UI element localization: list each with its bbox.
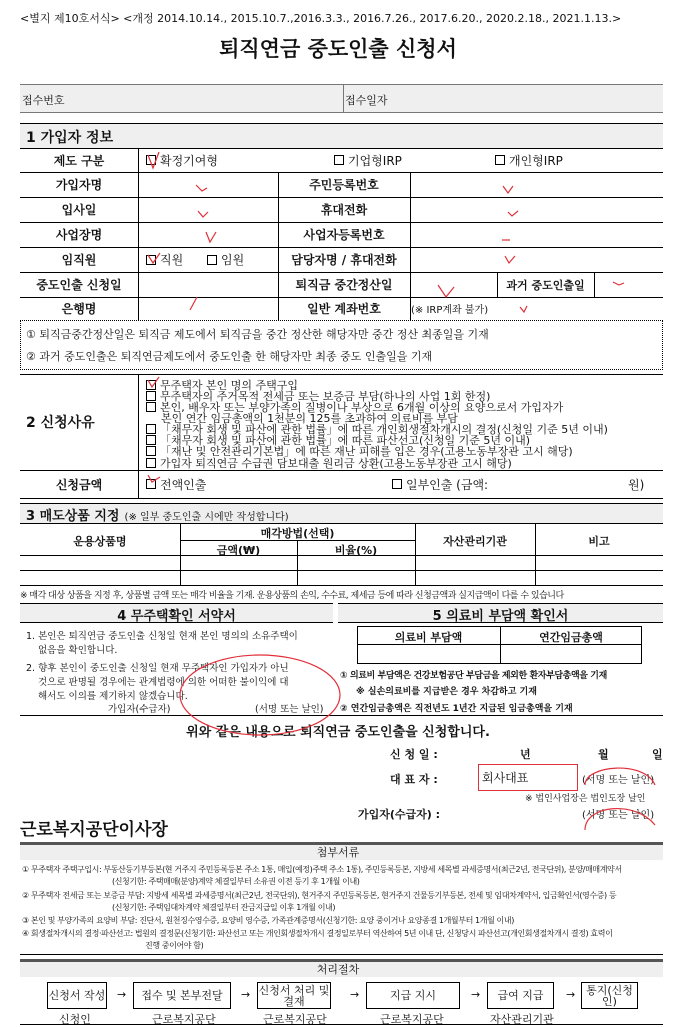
plan-corporate-irp-checkbox[interactable] bbox=[334, 148, 402, 172]
section3-footnote: ※ 매각 대상 상품을 지정 후, 상품별 금액 또는 매각 비율을 기재. 운용상품의 손익, 수수료, 제세금 등에 따라 신청금액과 실지급액이 다를 수 있습니다 bbox=[20, 591, 564, 601]
contact-label: 담당자명 / 휴대전화 bbox=[291, 253, 397, 267]
col-product: 운용상품명 bbox=[73, 535, 127, 548]
reason-3-continued: 본인 연간 임금총액의 1천분의 125를 초과하여 의료비를 부담 bbox=[161, 412, 458, 425]
section1-title: 1 가입자 정보 bbox=[26, 130, 114, 146]
medical-note-1b: ※ 실손의료비를 지급받은 경우 차감하고 기재 bbox=[356, 687, 537, 697]
col-method: 매각방법(선택) bbox=[260, 527, 335, 540]
account-note: (※ IRP계좌 불가) bbox=[411, 305, 489, 316]
form-number: <별지 제10호서식> <개정 2014.10.14., 2015.10.7.,2016.3.3., 2016.7.26., 2017.6.20., 2020.2.18., 2021.1.13.> bbox=[20, 12, 622, 25]
step-2: 접수 및 본부전달 bbox=[133, 982, 231, 1009]
mid-settlement-label: 퇴직금 중간정산일 bbox=[295, 278, 393, 292]
step-3-actor: 근로복지공단 bbox=[263, 1013, 327, 1026]
plan-personal-irp-checkbox[interactable] bbox=[495, 148, 563, 172]
plan-dc-checkbox[interactable] bbox=[146, 148, 218, 172]
arrow-icon: → bbox=[350, 988, 360, 1001]
step-4: 지급 지시 bbox=[366, 982, 460, 1009]
reason-6-checkbox[interactable]: 「재난 및 안전관리기본법」에 따른 재난 피해를 입은 경우(고용노동부장관 고시 해당) bbox=[146, 443, 573, 459]
section3-subtitle: (※ 일부 중도인출 시에만 작성합니다) bbox=[124, 512, 289, 523]
mobile-label: 휴대전화 bbox=[320, 203, 368, 217]
receipt-date-label: 접수일자 bbox=[345, 94, 388, 107]
col-note: 비고 bbox=[588, 535, 610, 548]
join-date-label: 입사일 bbox=[61, 203, 97, 217]
medical-note-1: ① 의료비 부담액은 건강보험공단 부담금을 제외한 환자부담총액을 기재 bbox=[340, 671, 607, 681]
medical-note-2: ② 연간임금총액은 직전년도 1년간 지급된 임금총액을 기재 bbox=[340, 704, 573, 714]
section4-title: 4 무주택확인 서약서 bbox=[117, 609, 236, 624]
employee-checkbox[interactable] bbox=[146, 247, 183, 272]
attachment-1: ① 무주택자 주택구입시: 부동산등기부등본(현 거주지 주민등록등본 주소 1통, 매입(예정)주택 주소 1통), 주민등록등본, 지방세 세목별 과세증명서(최근2년, 전국단위), 분양/매매계약서 bbox=[22, 865, 622, 874]
arrow-icon: → bbox=[117, 988, 127, 1001]
executive-label: 임원 bbox=[221, 253, 245, 267]
reason-1-checkbox[interactable]: 무주택자 본인 명의 주택구입 bbox=[146, 377, 298, 393]
workplace-label: 사업장명 bbox=[55, 228, 103, 242]
arrow-icon: → bbox=[471, 988, 481, 1001]
receipt-number-label: 접수번호 bbox=[22, 94, 65, 107]
note-1: ① 퇴직금중간정산일은 퇴직금 제도에서 퇴직금을 중간 정산한 해당자만 중간 정산 최종일을 기재 bbox=[26, 328, 489, 341]
plan-type-label: 제도 구분 bbox=[53, 153, 105, 168]
arrow-icon: → bbox=[241, 988, 251, 1001]
plan-corporate-irp-label: 기업형IRP bbox=[348, 153, 402, 168]
attachment-1-deadline: (신청기한: 주택매매(분양)계약 체결일부터 소유권 이전 등기 후 1개월 이내) bbox=[112, 877, 360, 886]
amount-label: 신청금액 bbox=[55, 477, 103, 492]
partial-withdraw-checkbox[interactable]: 일부인출 (금액: bbox=[392, 470, 488, 498]
biz-no-label: 사업자등록번호 bbox=[303, 228, 385, 242]
representative-field[interactable]: 회사대표 bbox=[478, 764, 578, 791]
attachment-2-deadline: (신청기한: 주택임대차계약 체결일부터 잔금지급일 이후 1개월 이내) bbox=[112, 903, 336, 912]
reason-3-checkbox[interactable]: 본인, 배우자 또는 부양가족의 질병이나 부상으로 6개월 이상의 요양으로서 가입자가 bbox=[146, 399, 563, 415]
section3-heading bbox=[26, 505, 289, 524]
attachment-4: ④ 회생절차개시의 결정·파산선고: 법원의 결정문(신청기한: 파산선고 또는 개인회생절차개시 결정일로부터 역산하여 5년 이내 단, 신청당시 파산선고(개인회생절차개시 결정) 효력이 bbox=[22, 929, 613, 938]
executive-checkbox[interactable] bbox=[207, 247, 244, 272]
attachment-3: ③ 본인 및 부양가족의 요양비 부담: 진단서, 원천징수영수증, 요양비 영수증, 가족관계증명서(신청기한: 요양 중이거나 요양종결 1개월부터 1개월 이내) bbox=[22, 916, 514, 925]
corp-note: ※ 법인사업장은 법인도장 날인 bbox=[525, 794, 646, 804]
past-withdraw-label: 과거 중도인출일 bbox=[506, 278, 585, 292]
medical-col2: 연간임금총액 bbox=[539, 631, 603, 644]
step-1: 신청서 작성 bbox=[47, 982, 107, 1009]
rrn-label: 주민등록번호 bbox=[309, 178, 379, 192]
member-sign-field[interactable]: (서명 또는 날인) bbox=[582, 810, 655, 821]
pledge-signer: 가입자(수급자) bbox=[108, 704, 171, 715]
day-unit: 일 bbox=[652, 748, 663, 761]
reason-4-checkbox[interactable]: 「채무자 회생 및 파산에 관한 법률」에 따른 개인회생절차개시의 결정(신청일 기준 5년 이내) bbox=[146, 421, 608, 437]
step-1-actor: 신청인 bbox=[59, 1013, 91, 1026]
plan-dc-label: 확정기여형 bbox=[160, 153, 218, 168]
rep-label: 대 표 자 : bbox=[390, 773, 438, 786]
col-org: 자산관리기관 bbox=[443, 535, 507, 548]
employee-type-label: 임직원 bbox=[61, 253, 97, 267]
pledge-1b: 없음을 확인합니다. bbox=[38, 645, 118, 656]
medical-col1: 의료비 부담액 bbox=[394, 631, 463, 644]
bank-label: 은행명 bbox=[61, 302, 97, 316]
addressee: 근로복지공단이사장 bbox=[20, 820, 168, 840]
pledge-sign-field[interactable]: (서명 또는 날인) bbox=[255, 704, 324, 715]
plan-personal-irp-label: 개인형IRP bbox=[509, 153, 563, 168]
name-label: 가입자명 bbox=[55, 178, 103, 192]
full-withdraw-checkbox[interactable]: 전액인출 bbox=[146, 470, 206, 498]
pledge-1a: 1. 본인은 퇴직연금 중도인출 신청일 현재 본인 명의의 소유주택이 bbox=[26, 631, 298, 642]
date-label: 신 청 일 : bbox=[390, 748, 438, 761]
step-2-actor: 근로복지공단 bbox=[152, 1013, 216, 1026]
account-label: 일반 계좌번호 bbox=[307, 302, 381, 316]
employee-label: 직원 bbox=[160, 253, 184, 267]
reason-2-checkbox[interactable]: 무주택자의 주거목적 전세금 또는 보증금 부담(하나의 사업 1회 한정) bbox=[146, 388, 490, 404]
step-5-actor: 자산관리기관 bbox=[490, 1013, 554, 1026]
request-date-label: 중도인출 신청일 bbox=[36, 278, 122, 292]
step-6: 통지(신청인) bbox=[581, 982, 638, 1009]
pledge-2b: 것으로 판명될 경우에는 관계법령에 의한 어떠한 불이익에 대 bbox=[38, 677, 289, 688]
arrow-icon: → bbox=[566, 988, 576, 1001]
month-unit: 월 bbox=[598, 748, 609, 761]
page-title: 퇴직연금 중도인출 신청서 bbox=[219, 37, 457, 61]
attachment-4-cont: 진행 중이어야 함) bbox=[145, 941, 204, 950]
note-2: ② 과거 중도인출은 퇴직연금제도에서 중도인출 한 해당자만 최종 중도 인출일을 기재 bbox=[26, 350, 433, 363]
rep-sign-field[interactable]: (서명 또는 날인) bbox=[582, 775, 655, 786]
step-5: 급여 지급 bbox=[487, 982, 554, 1009]
attachments-title: 첨부서류 bbox=[316, 846, 360, 859]
section3-title: 3 매도상품 지정 bbox=[26, 509, 120, 524]
won-unit: 원) bbox=[628, 477, 645, 492]
pledge-2a: 2. 향후 본인이 중도인출 신청일 현재 무주택자인 가입자가 아닌 bbox=[26, 663, 289, 674]
declaration: 위와 같은 내용으로 퇴직연금 중도인출을 신청합니다. bbox=[186, 725, 490, 740]
member-label: 가입자(수급자) : bbox=[358, 808, 441, 821]
step-4-actor: 근로복지공단 bbox=[380, 1013, 444, 1026]
col-ratio: 비율(%) bbox=[334, 544, 378, 557]
year-unit: 년 bbox=[520, 748, 531, 761]
reason-7-checkbox[interactable]: 가입자 퇴직연금 수급권 담보대출 원리금 상환(고용노동부장관 고시 해당) bbox=[146, 455, 512, 471]
section2-title: 2 신청사유 bbox=[26, 415, 95, 431]
step-3: 신청서 처리 및 결재 bbox=[258, 983, 330, 1008]
attachment-2: ② 무주택자 전세금 또는 보증금 부담: 지방세 세목별 과세증명서(최근2년, 전국단위), 현거주지 주민등록등본, 현거주지 건물등기부등본, 전세 및 임대차계약서, 입금확인서(영수증) 등 bbox=[22, 891, 617, 900]
procedure-title: 처리절차 bbox=[316, 963, 360, 976]
col-amount: 금액(₩) bbox=[216, 544, 261, 557]
reason-5-checkbox[interactable]: 「채무자 회생 및 파산에 관한 법률」에 따른 파산선고(신청일 기준 5년 이내) bbox=[146, 432, 530, 448]
section5-title: 5 의료비 부담액 확인서 bbox=[432, 609, 569, 624]
pledge-2c: 해서도 이의를 제기하지 않겠습니다. bbox=[38, 691, 188, 702]
